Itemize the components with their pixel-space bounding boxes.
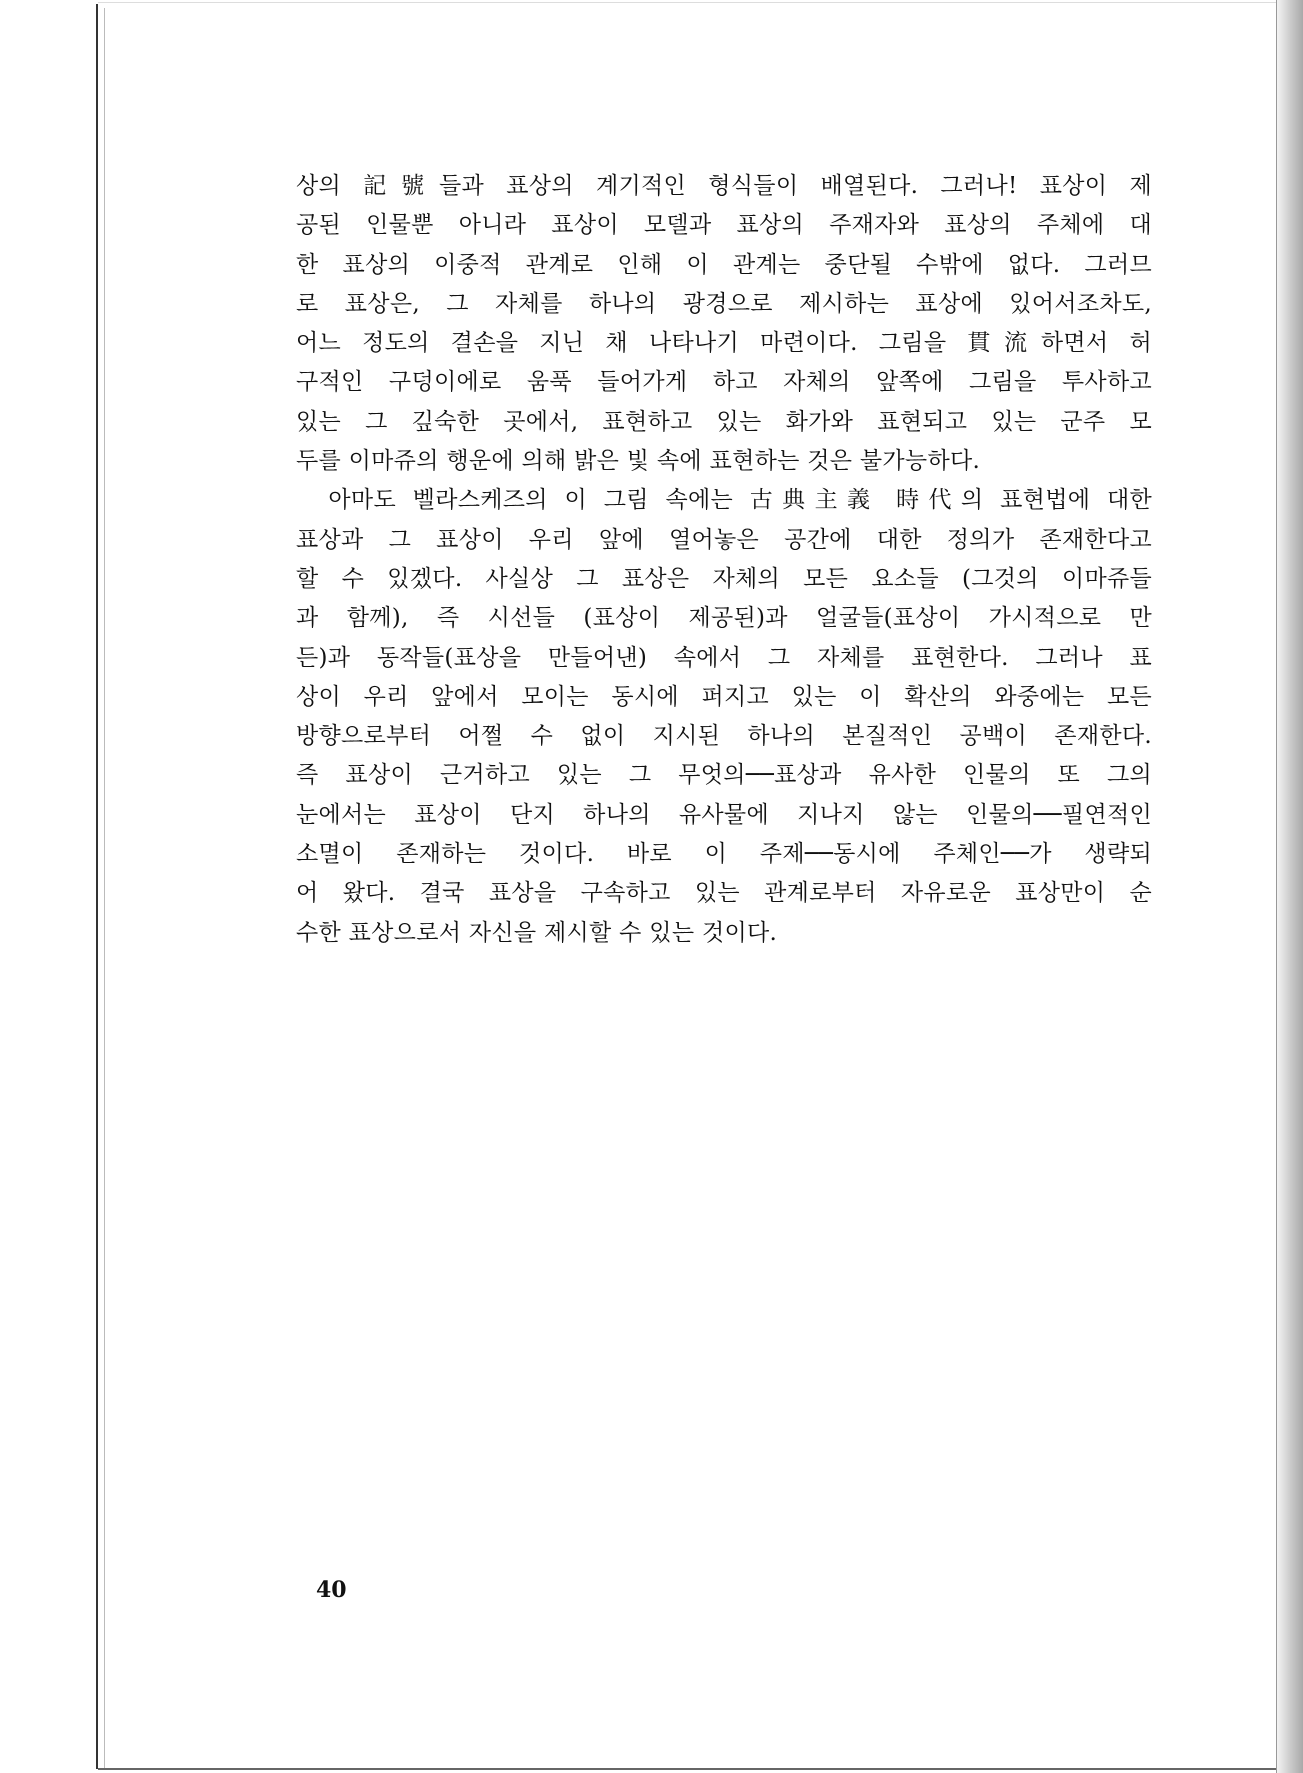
- page-top-edge: [98, 2, 1283, 3]
- text-line: 상의 記號들과 표상의 계기적인 형식들이 배열된다. 그러나! 표상이 제: [296, 173, 1152, 199]
- text-line: 구적인 구덩이에로 움푹 들어가게 하고 자체의 앞쪽에 그림을 투사하고: [296, 369, 1152, 396]
- text-line: 한 표상의 이중적 관계로 인해 이 관계는 중단될 수밖에 없다. 그러므: [296, 251, 1152, 278]
- text-line: 표상과 그 표상이 우리 앞에 열어놓은 공간에 대한 정의가 존재한다고: [296, 526, 1152, 553]
- text-line: 수한 표상으로서 자신을 제시할 수 있는 것이다.: [296, 919, 778, 946]
- text-line: 공된 인물뿐 아니라 표상이 모델과 표상의 주재자와 표상의 주체에 대: [296, 212, 1152, 239]
- text-line: 과 함께), 즉 시선들 (표상이 제공된)과 얼굴들(표상이 가시적으로 만: [296, 605, 1152, 632]
- page-number: 40: [316, 1577, 347, 1603]
- page-bottom-edge: [98, 1768, 1283, 1770]
- text-line: 상이 우리 앞에서 모이는 동시에 퍼지고 있는 이 확산의 와중에는 모든: [296, 683, 1152, 710]
- binding-edge-outer: [96, 4, 98, 1769]
- text-line: 있는 그 깊숙한 곳에서, 표현하고 있는 화가와 표현되고 있는 군주 모: [296, 408, 1152, 435]
- text-line: 소멸이 존재하는 것이다. 바로 이 주제──동시에 주체인──가 생략되: [296, 841, 1152, 868]
- text-line: 두를 이마쥬의 행운에 의해 밝은 빛 속에 표현하는 것은 불가능하다.: [296, 448, 981, 475]
- binding-edge-inner: [104, 8, 105, 1768]
- text-line: 어느 정도의 결손을 지닌 채 나타나기 마련이다. 그림을 貫流하면서 허: [296, 330, 1152, 357]
- text-line: 어 왔다. 결국 표상을 구속하고 있는 관계로부터 자유로운 표상만이 순: [296, 880, 1152, 907]
- text-line: 로 표상은, 그 자체를 하나의 광경으로 제시하는 표상에 있어서조차도,: [296, 290, 1152, 317]
- page-right-shadow: [1277, 0, 1303, 1773]
- text-line: 할 수 있겠다. 사실상 그 표상은 자체의 모든 요소들 (그것의 이마쥬들: [296, 565, 1152, 592]
- body-text: [296, 167, 1152, 953]
- text-line: 든)과 동작들(표상을 만들어낸) 속에서 그 자체를 표현한다. 그러나 표: [296, 644, 1152, 671]
- text-line: 눈에서는 표상이 단지 하나의 유사물에 지나지 않는 인물의──필연적인: [296, 801, 1152, 828]
- text-line: 방향으로부터 어쩔 수 없이 지시된 하나의 본질적인 공백이 존재한다.: [296, 723, 1152, 750]
- text-line: 아마도 벨라스케즈의 이 그림 속에는 古典主義 時代의 표현법에 대한: [296, 487, 1152, 514]
- text-line: 즉 표상이 근거하고 있는 그 무엇의──표상과 유사한 인물의 또 그의: [296, 762, 1152, 789]
